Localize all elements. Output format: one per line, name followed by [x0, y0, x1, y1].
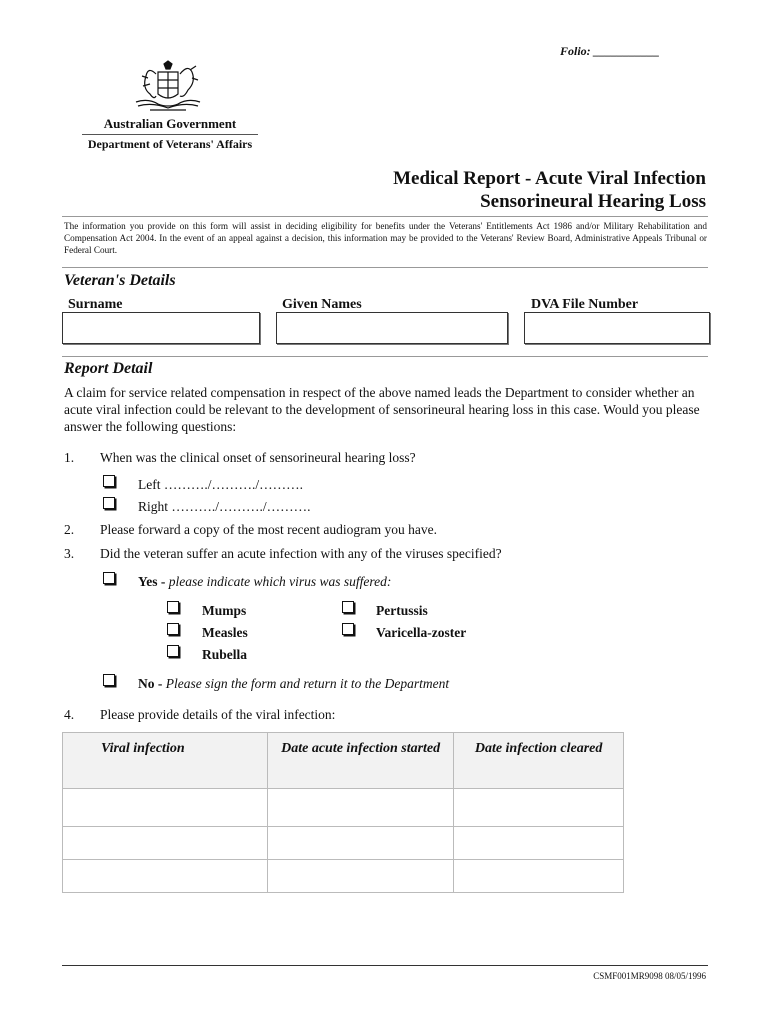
question-1-text: When was the clinical onset of sensorineural hearing loss? [100, 450, 416, 465]
yes-option [138, 574, 391, 590]
form-title-line2: Sensorineural Hearing Loss [480, 191, 706, 212]
intro-text: The information you provide on this form will assist in deciding eligibility for benefits under the Veterans' Entitlements Act 1986 and/or Military Rehabilitation and Compensation Act 2004. In the event of an appeal against a decision, this information may be provided to the Veterans' Review Board, Administrative Appeals Tribunal or Federal Court. [64, 221, 707, 255]
question-2-number: 2. [64, 522, 75, 537]
no-option [138, 676, 449, 692]
right-ear-date: Right ………./………./………. [138, 499, 311, 514]
date-cleared-header: Date infection cleared [454, 733, 624, 789]
footer-divider [62, 965, 708, 966]
date-cleared-cell[interactable] [454, 860, 624, 893]
no-label: No - [138, 676, 163, 691]
report-detail-heading: Report Detail [64, 360, 153, 377]
coat-of-arms-logo [128, 60, 208, 116]
title-divider [62, 216, 708, 217]
dva-file-number-field[interactable] [524, 312, 710, 344]
yes-label: Yes - [138, 574, 166, 589]
table-row [63, 860, 624, 893]
date-started-cell[interactable] [268, 789, 454, 827]
given-names-field[interactable] [276, 312, 508, 344]
date-cleared-cell[interactable] [454, 789, 624, 827]
right-ear-checkbox[interactable] [103, 497, 115, 509]
viral-infection-cell[interactable] [63, 827, 268, 860]
question-3-number: 3. [64, 546, 75, 561]
department-name: Department of Veterans' Affairs [87, 137, 253, 151]
veteran-details-heading: Veteran's Details [64, 272, 176, 289]
intro-divider [62, 267, 708, 268]
question-4-number: 4. [64, 707, 75, 722]
mumps-label: Mumps [202, 603, 247, 618]
header-divider [82, 134, 258, 135]
pertussis-label: Pertussis [376, 603, 428, 618]
viral-infection-table [62, 732, 624, 893]
surname-label: Surname [68, 297, 123, 312]
question-3-text: Did the veteran suffer an acute infection with any of the viruses specified? [100, 546, 502, 561]
yes-instruction: please indicate which virus was suffered: [168, 574, 392, 589]
rubella-checkbox[interactable] [167, 645, 179, 657]
form-code: CSMF001MR9098 08/05/1996 [593, 971, 706, 981]
table-row [63, 789, 624, 827]
viral-infection-header: Viral infection [63, 733, 268, 789]
left-ear-checkbox[interactable] [103, 475, 115, 487]
question-2-text: Please forward a copy of the most recent audiogram you have. [100, 522, 438, 537]
date-started-cell[interactable] [268, 827, 454, 860]
table-row [63, 827, 624, 860]
form-title-line1: Medical Report - Acute Viral Infection [393, 168, 706, 189]
left-ear-date: Left ………./………./………. [138, 477, 303, 492]
date-started-cell[interactable] [268, 860, 454, 893]
varicella-zoster-label: Varicella-zoster [376, 625, 467, 640]
viral-infection-cell[interactable] [63, 789, 268, 827]
folio-label: Folio: ___________ [560, 44, 660, 58]
government-name: Australian Government [103, 116, 237, 131]
no-instruction: Please sign the form and return it to the Department [165, 676, 450, 691]
question-4-text: Please provide details of the viral infection: [100, 707, 336, 722]
yes-checkbox[interactable] [103, 572, 115, 584]
table-header-row [63, 733, 624, 789]
given-names-label: Given Names [282, 297, 362, 312]
date-started-header: Date acute infection started [268, 733, 454, 789]
mumps-checkbox[interactable] [167, 601, 179, 613]
dva-file-number-label: DVA File Number [531, 297, 639, 312]
details-divider [62, 356, 708, 357]
pertussis-checkbox[interactable] [342, 601, 354, 613]
measles-checkbox[interactable] [167, 623, 179, 635]
report-paragraph: A claim for service related compensation in respect of the above named leads the Department to consider whether an acute viral infection could be relevant to the development of sensorineural hearing loss in this case. Would you please answer the following questions: [64, 385, 700, 434]
viral-infection-cell[interactable] [63, 860, 268, 893]
varicella-zoster-checkbox[interactable] [342, 623, 354, 635]
question-1-number: 1. [64, 450, 75, 465]
surname-field[interactable] [62, 312, 260, 344]
rubella-label: Rubella [202, 647, 248, 662]
measles-label: Measles [202, 625, 248, 640]
no-checkbox[interactable] [103, 674, 115, 686]
date-cleared-cell[interactable] [454, 827, 624, 860]
